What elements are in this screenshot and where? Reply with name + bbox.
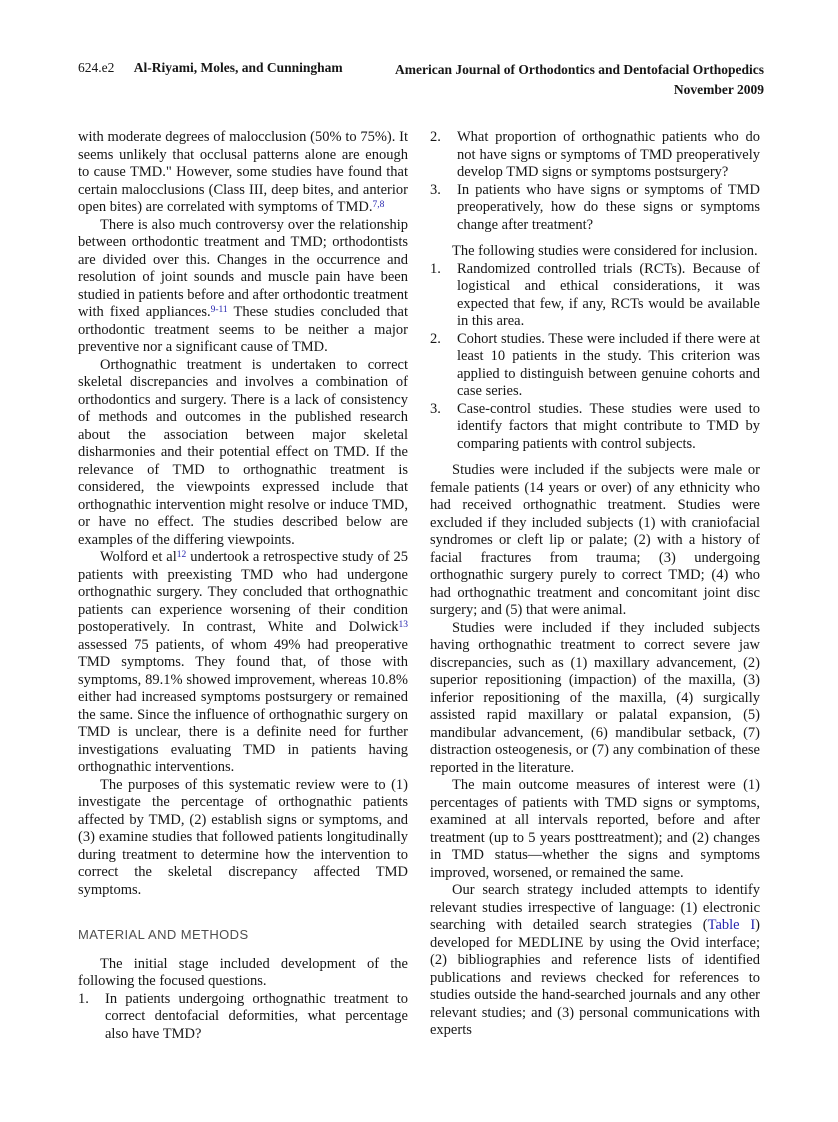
list-item-text — [457, 129, 760, 182]
running-header-right — [395, 60, 764, 99]
paragraph — [430, 777, 760, 882]
list-item — [78, 991, 408, 1044]
section-heading: MATERIAL AND METHODS — [78, 927, 249, 943]
text-run: In patients who have signs or symptoms of TMD preoperatively, how do these signs or symptoms change after treatment? — [457, 181, 760, 233]
citation-link[interactable]: 7,8 — [372, 199, 385, 210]
table-ref-link[interactable]: Table I — [707, 917, 756, 934]
paragraph — [430, 462, 760, 620]
list-number: 2. — [430, 129, 441, 146]
text-run: Orthognathic treatment is undertaken to correct skeletal discrepancies and involves a combination of orthodontics and surgery. There is a lack of consistency of methods and outcomes in the published research about the association between major skeletal disharmonies and their potential effect on TMD. If the relevance of TMD to orthognathic treatment is considered, the viewpoints expressed include that orthognathic intervention might resolve or induce TMD, or have no effect. The studies described below are examples of the differing viewpoints. — [78, 356, 408, 548]
text-run: assessed 75 patients, of whom 49% had preoperative TMD symptoms. They found that, of those with symptoms, 89.1% showed improvement, whereas 10.8% either had increased symptoms postsurgery or remained the same. Since the influence of orthognathic surgery on TMD is unclear, there is a definite need for further investigations evaluating TMD in patients having orthognathic interventions. — [78, 636, 408, 776]
text-run: undertook a retrospective study of 25 patients with preexisting TMD who had undergone orthognathic surgery. They concluded that orthognathic patients can experience worsening of their condition postoperatively. In contrast, White and Dolwick — [78, 549, 408, 636]
text-run: with moderate degrees of malocclusion (50% to 75%). It seems unlikely that occlusal patterns alone are enough to cause TMD." However, some studies have found that certain malocclusions (Class III, deep bites, and anterior open bites) are correlated with symptoms of TMD. — [78, 129, 408, 216]
list-number: 3. — [430, 400, 441, 417]
list-item-text — [457, 261, 760, 331]
list-number: 1. — [430, 260, 441, 277]
list-item-text — [457, 182, 760, 235]
text-run: In patients undergoing orthognathic treatment to correct dentofacial deformities, what percentage also have TMD? — [105, 990, 408, 1042]
paragraph — [78, 357, 408, 550]
text-run: Our search strategy included attempts to identify relevant studies irrespective of language: (1) electronic searching with detailed search strategies ( — [430, 882, 760, 934]
list-item-text — [457, 401, 760, 454]
list-item-text — [457, 331, 760, 401]
list-item — [430, 182, 760, 235]
running-header — [78, 60, 764, 99]
text-run: The purposes of this systematic review were to (1) investigate the percentage of orthognathic patients affected by TMD, (2) establish signs or symptoms, and (3) examine studies that followed patients longitudinally during treatment to determine how the intervention to correct the skeletal discrepancy affected TMD symptoms. — [78, 776, 408, 898]
running-authors: Al-Riyami, Moles, and Cunningham — [133, 60, 343, 75]
list-number: 1. — [78, 990, 89, 1007]
list-item — [430, 261, 760, 331]
list-number: 2. — [430, 330, 441, 347]
citation-link[interactable]: 9-11 — [210, 304, 228, 315]
list-item-text — [105, 991, 408, 1044]
paragraph — [78, 217, 408, 357]
text-run: Randomized controlled trials (RCTs). Because of logistical and ethical considerations, it was expected that few, if any, RCTs would be available in this area. — [457, 260, 760, 330]
paragraph — [78, 956, 408, 991]
text-run: Studies were included if the subjects were male or female patients (14 years or over) of any ethnicity who had received orthognathic treatment. Studies were excluded if they included subjects (1) with craniofacial syndromes or cleft lip or palate; (2) with a history of facial fractures from trauma; (3) undergoing orthognathic surgery purely to correct TMD; (4) who had orthognathic treatment and concomitant joint disc surgery; and (5) that were animal. — [430, 462, 760, 619]
list-item — [430, 401, 760, 454]
paragraph — [78, 129, 408, 217]
citation-link[interactable]: 12 — [176, 549, 187, 560]
text-run: The initial stage included development of the following the focused questions. — [78, 955, 408, 990]
text-run: The following studies were considered for inclusion. — [452, 243, 758, 260]
text-run: There is also much controversy over the relationship between orthodontic treatment and TMD; orthodontists are divided over this. Changes in the occurrence and resolution of joint sounds and muscle pain have been studied in patients before and after orthodontic treatment with fixed appliances. — [78, 216, 408, 321]
issue-date: November 2009 — [673, 81, 764, 97]
paragraph — [78, 549, 408, 777]
text-run: The main outcome measures of interest were (1) percentages of patients with TMD signs or symptoms, examined at all intervals reported, before and after treatment (up to 5 years posttreatment); and (2) changes in TMD status—whether the signs and symptoms improved, worsened, or remained the same. — [430, 777, 760, 881]
paragraph — [430, 243, 760, 261]
paragraph — [78, 777, 408, 900]
running-header-left — [78, 60, 343, 76]
page-number: 624.e2 — [78, 60, 115, 75]
text-run: Wolford et al — [100, 549, 177, 566]
list-item — [430, 129, 760, 182]
paragraph — [430, 620, 760, 778]
paragraph — [430, 882, 760, 1040]
text-run: ) developed for MEDLINE by using the Ovid interface; (2) bibliographies and reference lists of identified publications and reviews checked for references to studies outside the hand-searched journals and any other relevant studies; and (3) personal communications with experts — [430, 917, 761, 1039]
left-column — [78, 129, 408, 1043]
list-number: 3. — [430, 181, 441, 198]
citation-link[interactable]: 13 — [398, 619, 408, 630]
list-item — [430, 331, 760, 401]
text-run: What proportion of orthognathic patients who do not have signs or symptoms of TMD preoperatively develop TMD signs or symptoms postsurgery? — [457, 129, 760, 181]
two-column-body — [78, 129, 764, 1043]
text-run: These studies concluded that orthodontic treatment seems to be neither a major preventive nor a significant cause of TMD. — [78, 304, 409, 356]
journal-name: American Journal of Orthodontics and Dentofacial Orthopedics — [395, 62, 764, 77]
right-column — [430, 129, 760, 1043]
text-run: Cohort studies. These were included if there were at least 10 patients in the study. This criterion was applied to distinguish between genuine cohorts and case series. — [457, 330, 760, 400]
text-run: Case-control studies. These studies were used to identify factors that might contribute to TMD by comparing patients with control subjects. — [457, 400, 760, 452]
text-run: Studies were included if they included subjects having orthognathic treatment to correct severe jaw discrepancies, such as (1) maxillary advancement, (2) superior repositioning (impaction) of the maxilla, (3) inferior repositioning of the maxilla, (4) surgically assisted rapid maxillary or palatal expansion, (5) mandibular advancement, (6) mandibular setback, (7) distraction osteogenesis, or (7) any combination of these reported in the literature. — [430, 619, 760, 776]
